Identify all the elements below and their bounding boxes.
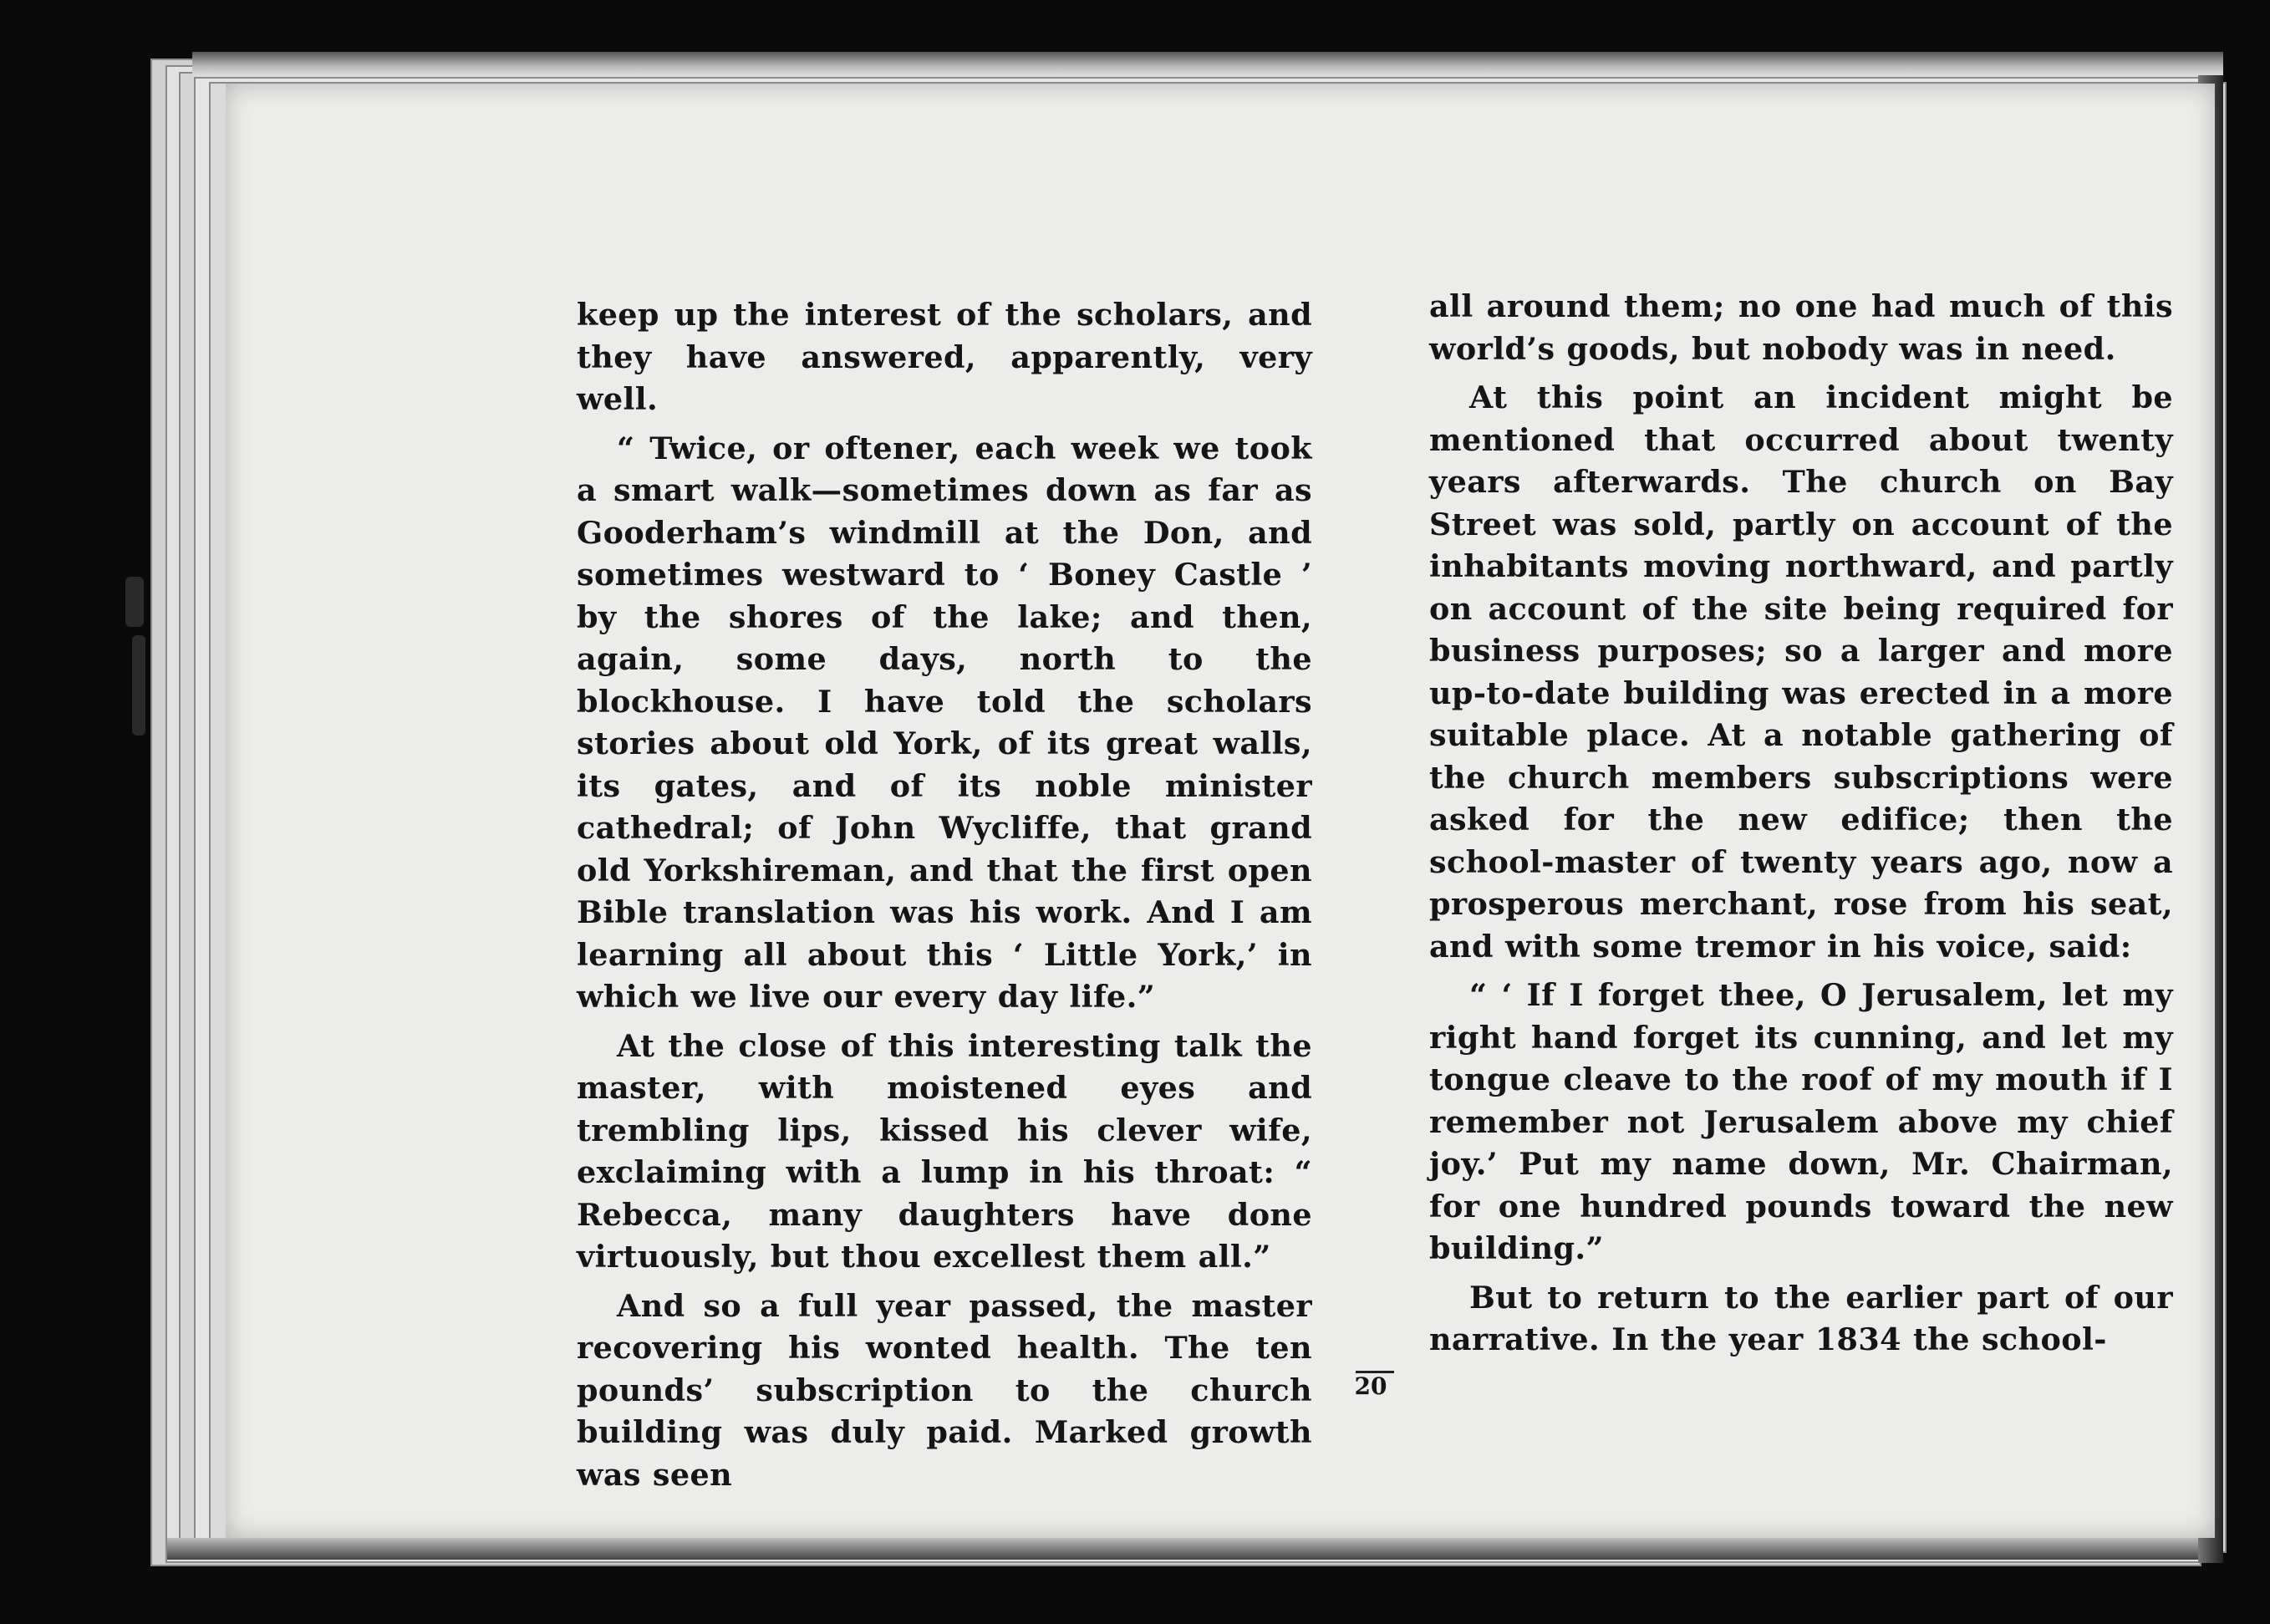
right-text-column: [1429, 286, 2173, 1368]
binding-mark: [125, 577, 144, 627]
paragraph: But to return to the earlier part of our narrative. In the year 1834 the school-: [1429, 1279, 2173, 1357]
page-bottom-edge: [167, 1538, 2223, 1560]
paragraph: “ Twice, or oftener, each week we took a smart walk—sometimes down as far as Gooderham’s windmill at the Don, and sometimes westward to ‘ Boney Castle ’ by the shores of the lake; and then, again, some days, north to the blockhouse. I have told the scholars stories about old York, of its great walls, its gates, and of its noble minister cathedral; of John Wycliffe, that grand old Yorkshireman, and that the first open Bible translation was his work. And I am learning all about this ‘ Little York,’ in which we live our every day life.”: [577, 430, 1312, 1015]
left-text-column: [577, 294, 1312, 1503]
paragraph: At this point an incident might be mentioned that occurred about twenty years afterwards. The church on Bay Street was sold, partly on account of the inhabitants moving northward, and partly on account of the site being required for business purposes; so a larger and more up-to-date building was erected in a more suitable place. At a notable gathering of the church members subscriptions were asked for the new edifice; then the school-master of twenty years ago, now a prosperous merchant, rose from his seat, and with some tremor in his voice, said:: [1429, 379, 2173, 965]
paragraph: “ ‘ If I forget thee, O Jerusalem, let my right hand forget its cunning, and let my tongue cleave to the roof of my mouth if I remember not Jerusalem above my chief joy.’ Put my name down, Mr. Chairman, for one hundred pounds toward the new building.”: [1429, 977, 2173, 1266]
paragraph: keep up the interest of the scholars, and they have answered, apparently, very well.: [577, 297, 1312, 417]
paragraph: all around them; no one had much of this world’s goods, but nobody was in need.: [1429, 288, 2173, 367]
page-number: 20: [1354, 1372, 1387, 1400]
page-top-edge: [192, 52, 2223, 77]
paragraph: At the close of this interesting talk the master, with moistened eyes and trembling lips, kissed his clever wife, exclaiming with a lump in his throat: “ Rebecca, many daughters have done virtuously, but thou excellest them all.”: [577, 1027, 1312, 1275]
paragraph: And so a full year passed, the master recovering his wonted health. The ten pounds’ subscription to the church building was duly paid. Marked growth was seen: [577, 1287, 1312, 1493]
binding-mark: [132, 635, 145, 736]
